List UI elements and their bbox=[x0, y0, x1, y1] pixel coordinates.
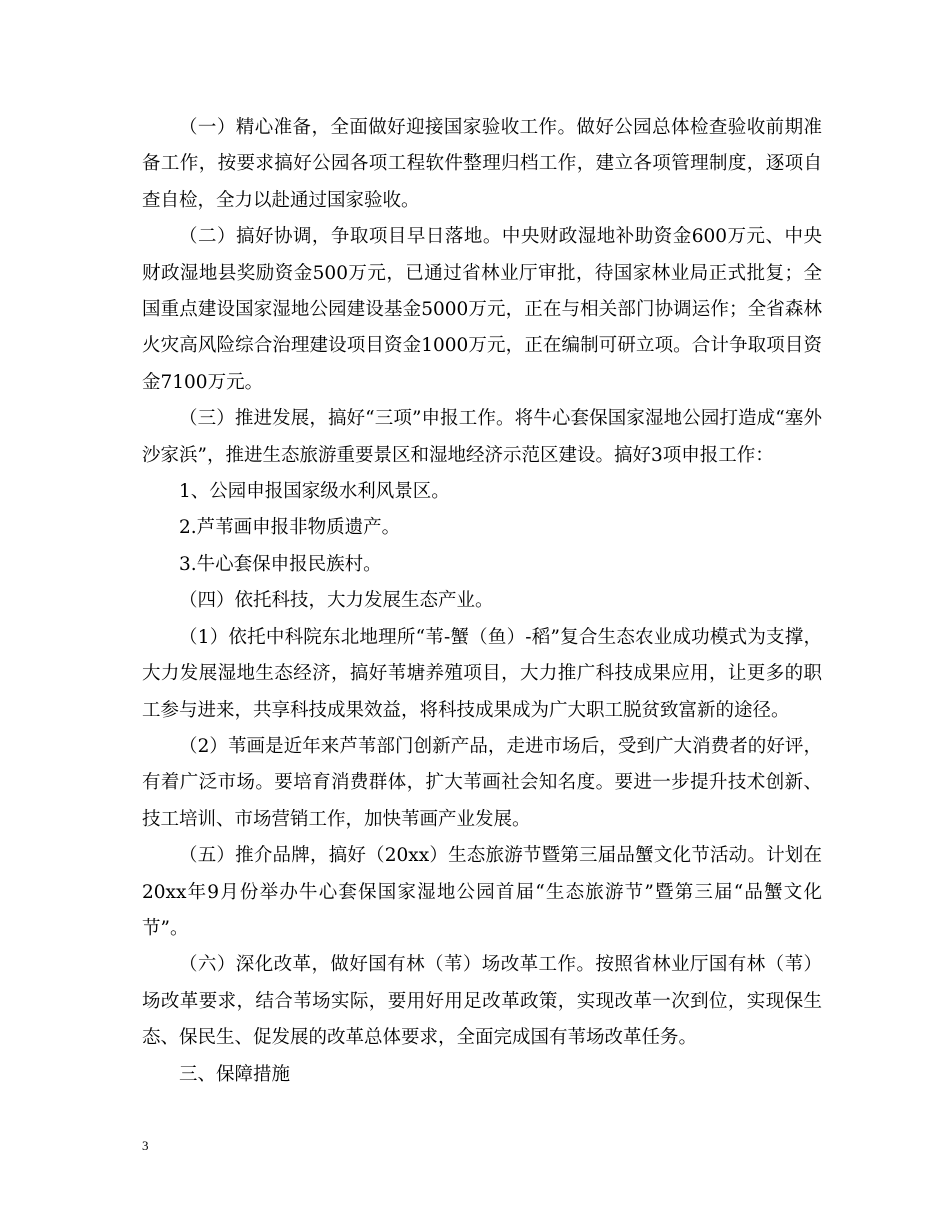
section-heading: 三、保障措施 bbox=[179, 1063, 291, 1085]
list-item-1: 1、公园申报国家级水利风景区。 bbox=[179, 481, 450, 503]
paragraph-3: （三）推进发展，搞好“三项”申报工作。将牛心套保国家湿地公园打造成“塞外沙家浜”，推进生态旅游重要景区和湿地经济示范区建设。搞好3项申报工作： bbox=[142, 408, 822, 466]
page-number: 3 bbox=[142, 1138, 149, 1153]
document-body bbox=[142, 110, 822, 1093]
list-item-3: 3.牛心套保申报民族村。 bbox=[179, 553, 382, 575]
paragraph-4: （四）依托科技，大力发展生态产业。 bbox=[179, 590, 494, 612]
list-item-2: 2.芦苇画申报非物质遗产。 bbox=[179, 517, 401, 539]
paragraph-5: （五）推介品牌，搞好（20xx）生态旅游节暨第三届品蟹文化节活动。计划在20xx年9月份举办牛心套保国家湿地公园首届“生态旅游节”暨第三届“品蟹文化节”。 bbox=[142, 845, 822, 939]
paragraph-6: （六）深化改革，做好国有林（苇）场改革工作。按照省林业厅国有林（苇）场改革要求，结合苇场实际，要用好用足改革政策，实现改革一次到位，实现保生态、保民生、促发展的改革总体要求，全面完成国有苇场改革任务。 bbox=[142, 954, 822, 1049]
paragraph-4-2: （2）苇画是近年来芦苇部门创新产品，走进市场后，受到广大消费者的好评，有着广泛市场。要培育消费群体，扩大苇画社会知名度。要进一步提升技术创新、技工培训、市场营销工作，加快苇画产业发展。 bbox=[142, 735, 822, 830]
paragraph-1: （一）精心准备，全面做好迎接国家验收工作。做好公园总体检查验收前期准备工作，按要求搞好公园各项工程软件整理归档工作，建立各项管理制度，逐项自查自检，全力以赴通过国家验收。 bbox=[142, 117, 822, 211]
paragraph-2: （二）搞好协调，争取项目早日落地。中央财政湿地补助资金600万元、中央财政湿地县奖励资金500万元，已通过省林业厅审批，待国家林业局正式批复；全国重点建设国家湿地公园建设基金5000万元，正在与相关部门协调运作；全省森林火灾高风险综合治理建设项目资金1000万元，正在编制可研立项。合计争取项目资金7100万元。 bbox=[142, 226, 822, 393]
paragraph-4-1: （1）依托中科院东北地理所“苇-蟹（鱼）-稻”复合生态农业成功模式为支撑，大力发展湿地生态经济，搞好苇塘养殖项目，大力推广科技成果应用，让更多的职工参与进来，共享科技成果效益，将科技成果成为广大职工脱贫致富新的途径。 bbox=[142, 626, 822, 721]
